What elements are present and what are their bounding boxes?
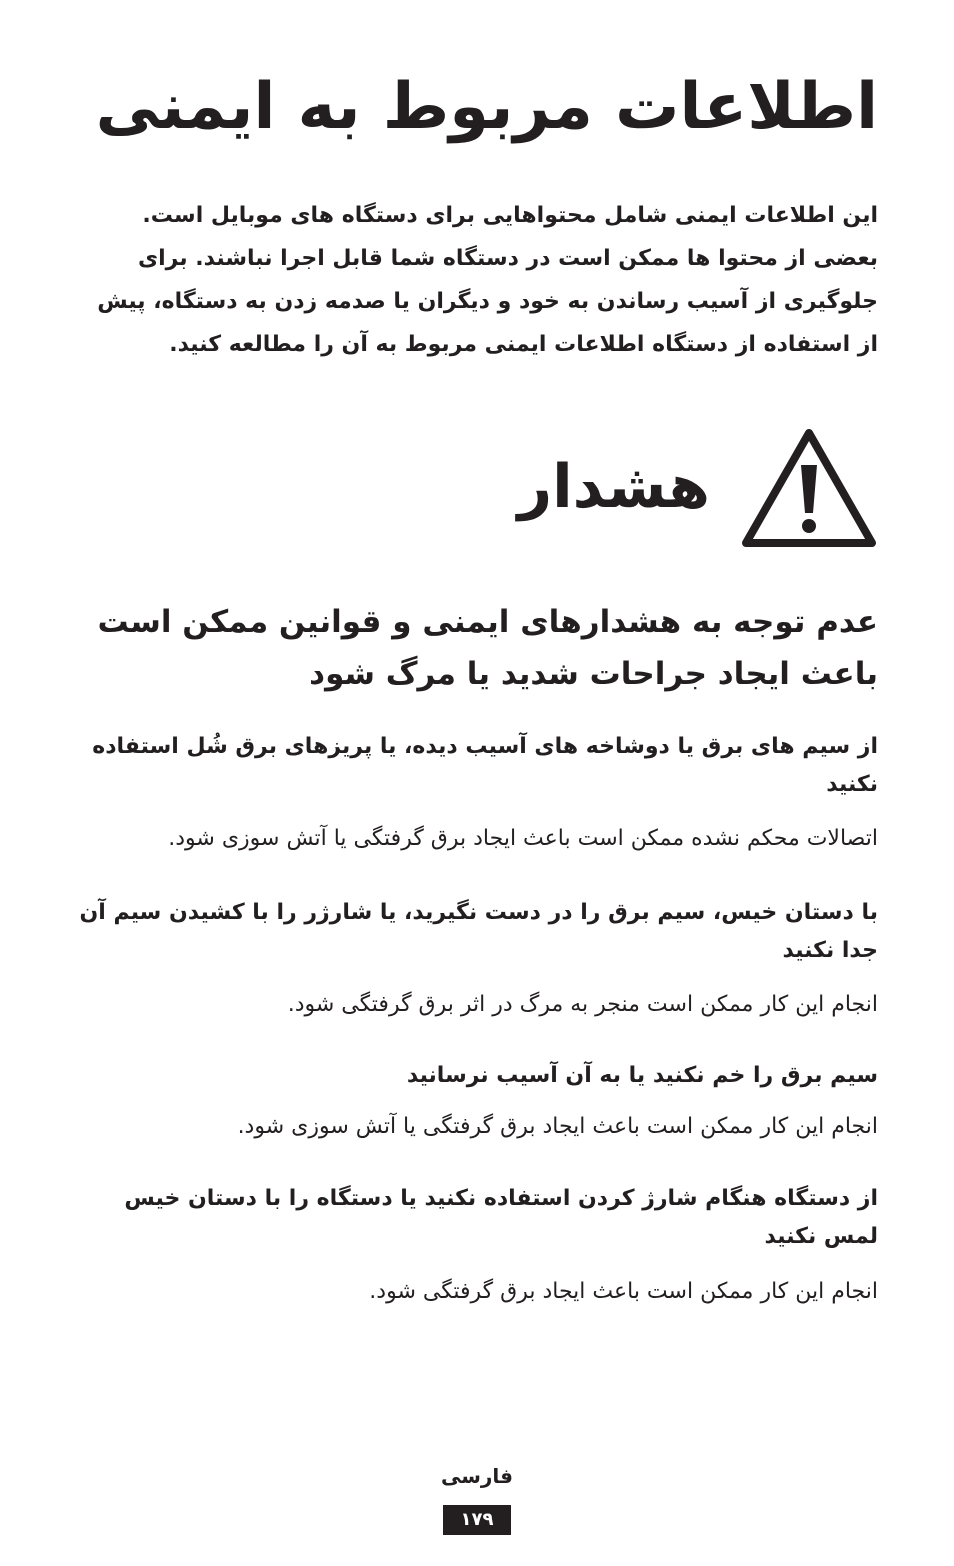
section-heading: از سیم های برق یا دوشاخه های آسیب دیده، یا پریزهای برق شُل استفاده نکنید bbox=[92, 734, 878, 797]
section-body: اتصالات محکم نشده ممکن است باعث ایجاد برق گرفتگی یا آتش سوزی شود. bbox=[168, 826, 878, 851]
warning-label: هشدار bbox=[517, 452, 710, 522]
footer-language: فارسی bbox=[440, 1464, 514, 1488]
section-heading: از دستگاه هنگام شارژ کردن استفاده نکنید یا دستگاه را با دستان خیس لمس نکنید bbox=[124, 1186, 878, 1249]
page-title: اطلاعات مربوط به ایمنی bbox=[95, 70, 878, 144]
page-number: ۱۷۹ bbox=[443, 1505, 511, 1535]
intro-paragraph: این اطلاعات ایمنی شامل محتواهایی برای دستگاه های موبایل است. بعضی از محتوا ها ممکن است در دستگاه شما قابل اجرا نباشند. برای جلوگیری از آسیب رساندن به خود و دیگران یا صدمه زدن به دستگاه، پیش از استفاده از دستگاه اطلاعات ایمنی مربوط به آن را مطالعه کنید. bbox=[97, 203, 878, 357]
section-body: انجام این کار ممکن است منجر به مرگ در اثر برق گرفتگی شود. bbox=[287, 992, 878, 1017]
section-body: انجام این کار ممکن است باعث ایجاد برق گرفتگی یا آتش سوزی شود. bbox=[237, 1114, 878, 1139]
warning-triangle-icon bbox=[740, 425, 878, 551]
section-heading: با دستان خیس، سیم برق را در دست نگیرید، یا شارژر را با کشیدن سیم آن جدا نکنید bbox=[79, 900, 878, 963]
warning-header bbox=[78, 425, 878, 555]
section-heading: سیم برق را خم نکنید یا به آن آسیب نرسانید bbox=[406, 1063, 878, 1088]
section-body: انجام این کار ممکن است باعث ایجاد برق گرفتگی شود. bbox=[369, 1279, 878, 1304]
main-warning-heading: عدم توجه به هشدارهای ایمنی و قوانین ممکن است باعث ایجاد جراحات شدید یا مرگ شود bbox=[97, 604, 878, 692]
